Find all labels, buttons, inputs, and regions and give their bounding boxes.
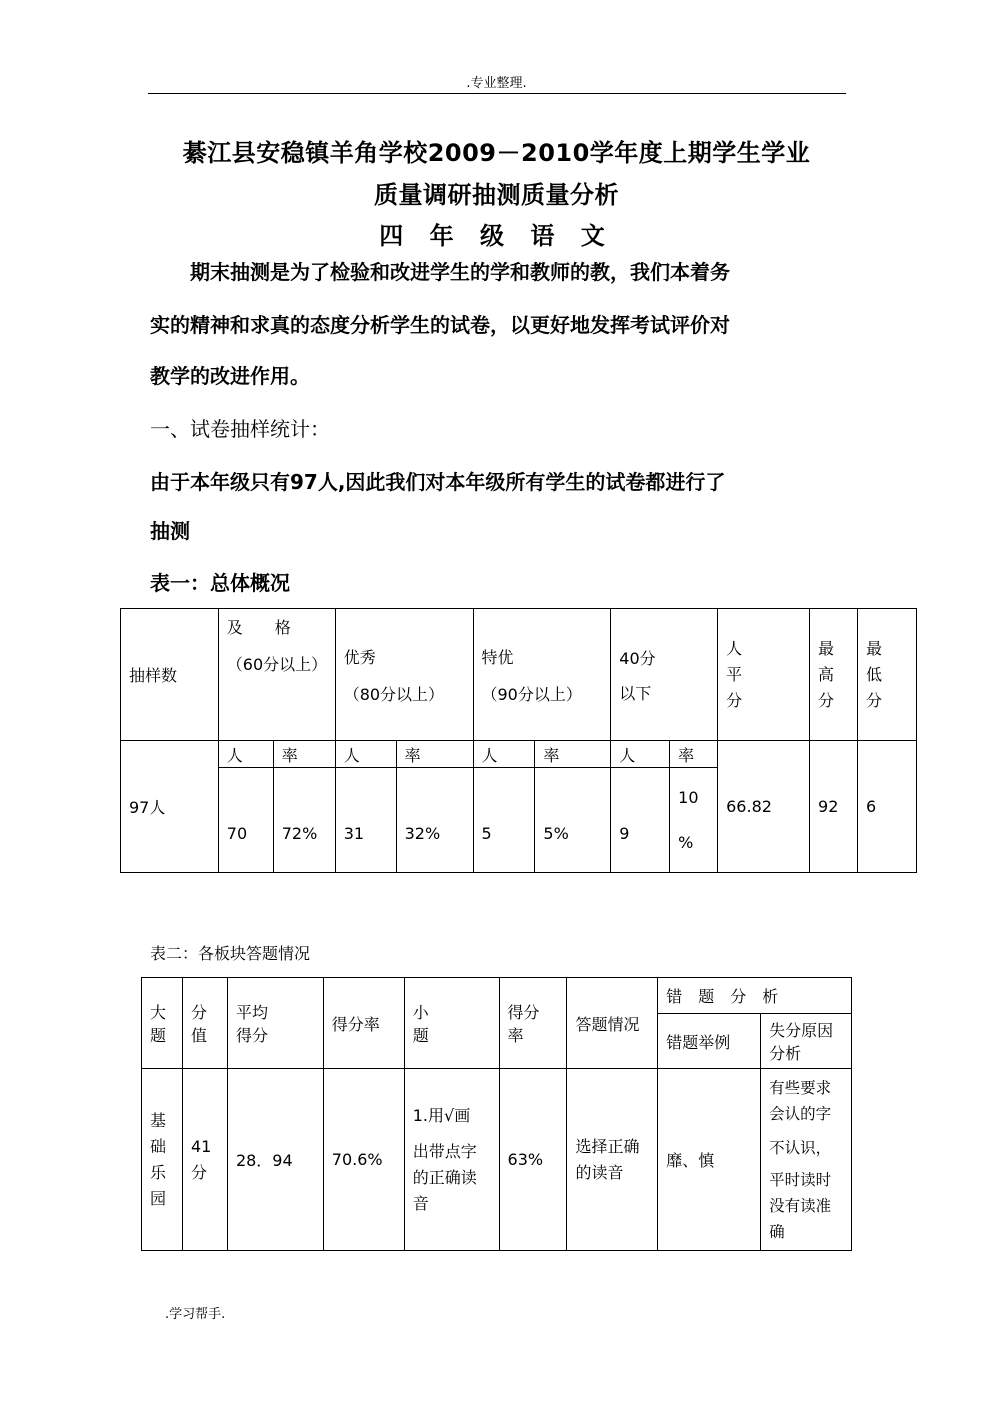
cell-pass-n: 70	[218, 768, 273, 873]
th2-big-b: 题	[150, 1026, 167, 1045]
cell-low-r-a: 10	[678, 788, 699, 807]
cell2-small-4: 音	[412, 1193, 429, 1213]
th2-reason	[761, 1014, 852, 1069]
cell-exc-n: 31	[335, 768, 396, 873]
section1-heading: 一、试卷抽样统计：	[150, 417, 330, 441]
cell-low-r	[670, 768, 718, 873]
th-min-2: 低	[865, 664, 882, 684]
cell2-reason-5: 没有读准	[769, 1196, 832, 1215]
cell-sample: 97人	[121, 741, 219, 873]
th2-avg-b: 得分	[235, 1026, 268, 1045]
cell2-reason	[761, 1069, 852, 1251]
section-table	[141, 977, 852, 1251]
cell2-small-2: 出带点字	[412, 1141, 477, 1161]
cell2-srate: 63%	[499, 1069, 567, 1251]
doc-subject: 四 年 级 语 文	[379, 222, 614, 250]
cell-min: 6	[857, 741, 916, 873]
th2-score-a: 分	[190, 1003, 207, 1022]
th2-avg-a: 平均	[235, 1003, 268, 1022]
cell2-avg: 28．94	[227, 1069, 323, 1251]
table2-caption: 表二：各板块答题情况	[150, 944, 311, 963]
th-below40-a: 40分	[619, 648, 656, 668]
intro-line2: 实的精神和求真的态度分析学生的试卷，以更好地发挥考试评价对	[150, 313, 730, 337]
th-sample: 抽样数	[121, 609, 219, 741]
th2-score-b: 值	[190, 1026, 207, 1045]
doc-title-line2: 质量调研抽测质量分析	[374, 181, 619, 209]
sub-people: 人	[473, 741, 535, 768]
sub-rate: 率	[396, 741, 473, 768]
cell2-reason-6: 确	[769, 1222, 785, 1241]
th-excellent-b: （80分以上）	[343, 684, 445, 704]
th-average-2: 平	[726, 664, 743, 684]
cell2-reason-2: 会认的字	[769, 1104, 832, 1123]
cell2-answer-1: 选择正确	[575, 1136, 640, 1156]
th2-avg	[227, 978, 323, 1069]
th-min	[857, 609, 916, 741]
th2-answer: 答题情况	[567, 978, 658, 1069]
th-max-2: 高	[818, 664, 835, 684]
th2-reason-b: 分析	[769, 1044, 802, 1063]
cell2-score-1: 41	[190, 1136, 212, 1156]
th2-small-b: 题	[412, 1026, 429, 1045]
th2-error: 错 题 分 析	[658, 978, 852, 1014]
cell-low-n: 9	[611, 768, 670, 873]
th-average	[718, 609, 810, 741]
cell2-big-3: 乐	[150, 1162, 167, 1182]
th2-srate	[499, 978, 567, 1069]
th2-example: 错题举例	[658, 1014, 761, 1069]
section1-text-line2: 抽测	[150, 519, 190, 543]
cell2-small-3: 的正确读	[412, 1167, 477, 1187]
cell2-big	[142, 1069, 183, 1251]
cell2-answer-2: 的读音	[575, 1162, 624, 1182]
th2-big-a: 大	[150, 1003, 167, 1022]
doc-title-line1: 綦江县安稳镇羊角学校2009－2010学年度上期学生学业	[182, 139, 811, 167]
sub-people: 人	[611, 741, 670, 768]
th-pass-a: 及 格	[226, 618, 291, 637]
cell2-small	[404, 1069, 499, 1251]
sub-people: 人	[335, 741, 396, 768]
page-header: .专业整理.	[466, 76, 527, 91]
cell2-rate: 70.6%	[323, 1069, 404, 1251]
th-excellent	[335, 609, 473, 741]
th2-big	[142, 978, 183, 1069]
th-max-1: 最	[818, 638, 835, 658]
th-outstanding	[473, 609, 611, 741]
th2-score	[182, 978, 227, 1069]
th-min-1: 最	[865, 638, 882, 658]
th-average-3: 分	[726, 690, 743, 710]
th-pass-b: （60分以上）	[226, 655, 328, 674]
cell-low-r-b: %	[678, 833, 694, 852]
intro-line3: 教学的改进作用。	[150, 364, 310, 388]
th-max-3: 分	[818, 690, 835, 710]
th2-small-a: 小	[412, 1003, 429, 1022]
cell-max: 92	[810, 741, 858, 873]
th-average-1: 人	[726, 638, 743, 658]
th2-srate-b: 率	[507, 1026, 524, 1045]
th2-rate: 得分率	[323, 978, 404, 1069]
th-min-3: 分	[865, 690, 882, 710]
cell2-score-2: 分	[190, 1162, 207, 1182]
overall-table	[120, 608, 917, 873]
th-pass	[218, 609, 335, 741]
page-footer: .学习帮手.	[165, 1307, 226, 1322]
cell2-answer	[567, 1069, 658, 1251]
cell2-reason-3: 不认识，	[769, 1138, 832, 1157]
th2-srate-a: 得分	[507, 1003, 540, 1022]
th-excellent-a: 优秀	[343, 647, 376, 667]
cell-average: 66.82	[718, 741, 810, 873]
cell2-example: 靡、慎	[658, 1069, 761, 1251]
sub-rate: 率	[670, 741, 718, 768]
cell2-big-1: 基	[150, 1110, 167, 1130]
cell2-reason-4: 平时读时	[769, 1170, 832, 1189]
cell2-big-2: 础	[150, 1136, 167, 1156]
header-rule	[148, 93, 846, 94]
cell-out-r: 5%	[535, 768, 611, 873]
cell2-score	[182, 1069, 227, 1251]
sub-rate: 率	[535, 741, 611, 768]
th2-reason-a: 失分原因	[769, 1021, 834, 1040]
intro-line1: 期末抽测是为了检验和改进学生的学和教师的教，我们本着务	[150, 260, 730, 284]
th-below40	[611, 609, 718, 741]
section1-text-line1: 由于本年级只有97人,因此我们对本年级所有学生的试卷都进行了	[150, 470, 726, 494]
th-outstanding-a: 特优	[481, 647, 514, 667]
th2-small	[404, 978, 499, 1069]
cell2-big-4: 园	[150, 1188, 167, 1208]
sub-people: 人	[218, 741, 273, 768]
th-outstanding-b: （90分以上）	[481, 684, 582, 704]
th-below40-b: 以下	[619, 683, 652, 703]
cell2-small-1: 1.用√画	[412, 1105, 471, 1125]
table1-caption: 表一：总体概况	[150, 571, 290, 595]
cell-pass-r: 72%	[273, 768, 335, 873]
cell2-reason-1: 有些要求	[769, 1078, 832, 1097]
th-max	[810, 609, 858, 741]
cell-out-n: 5	[473, 768, 535, 873]
sub-rate: 率	[273, 741, 335, 768]
cell-exc-r: 32%	[396, 768, 473, 873]
